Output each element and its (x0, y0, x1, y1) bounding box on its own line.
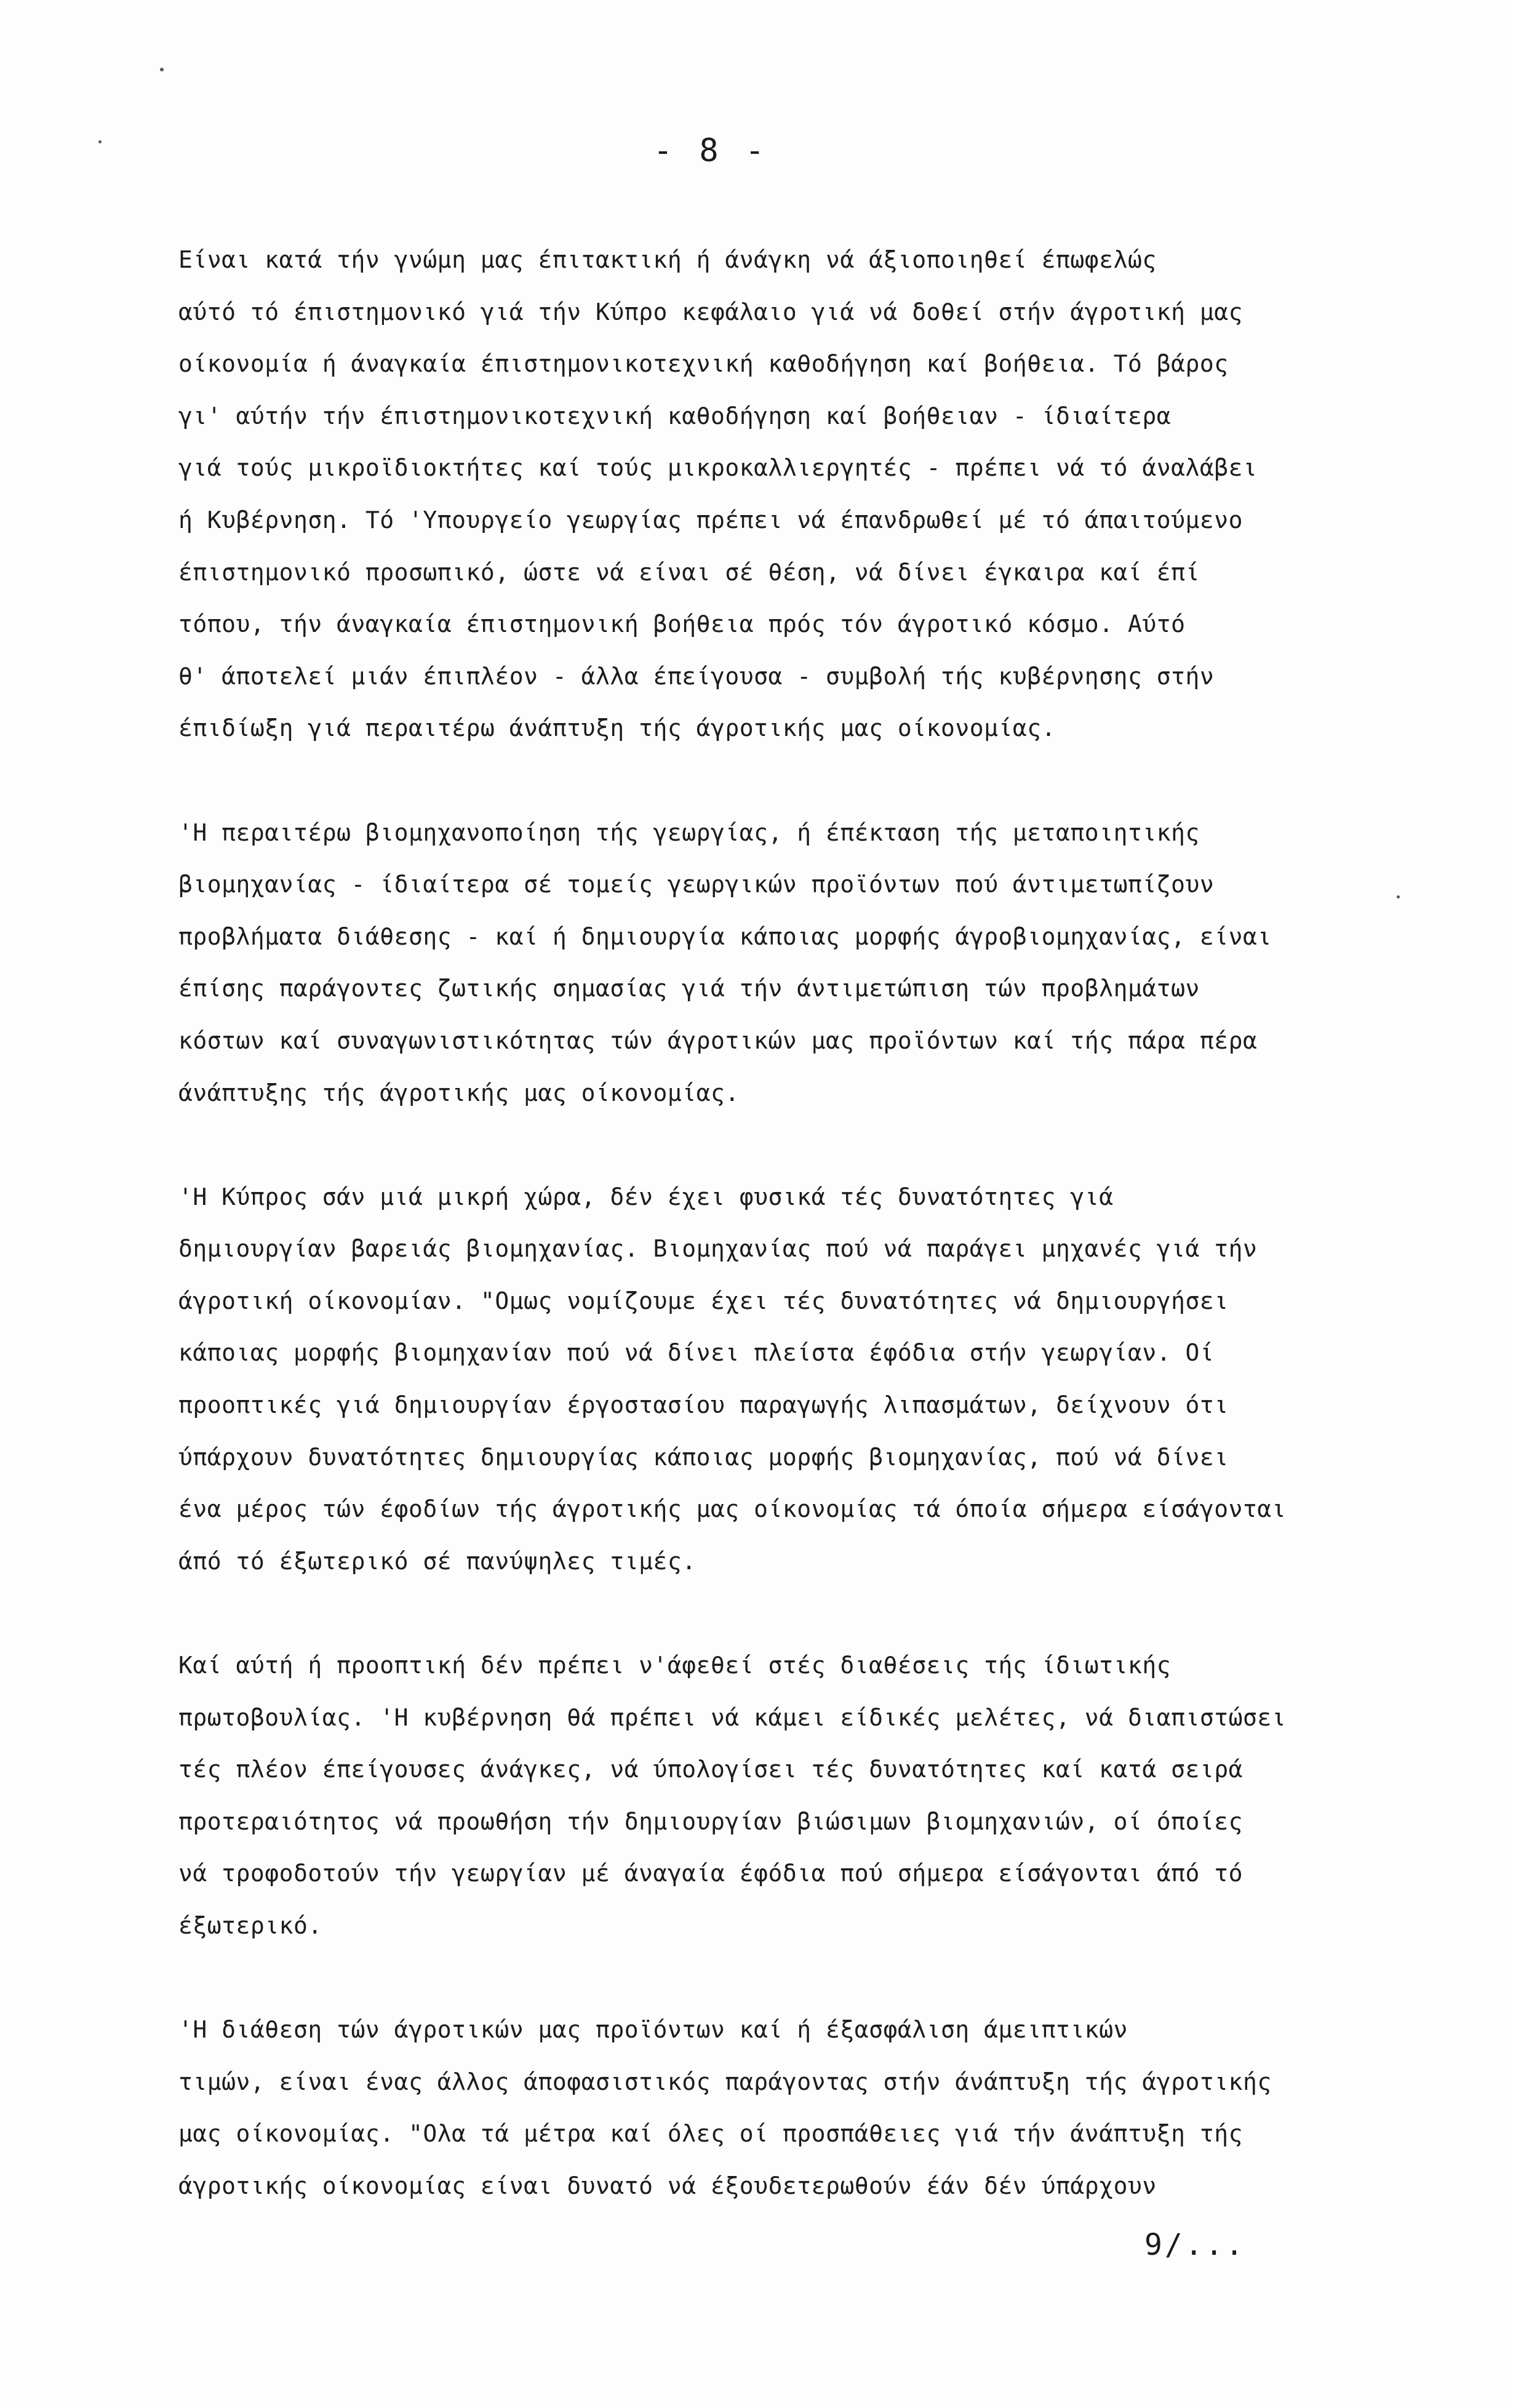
text-line: άπό τό έξωτερικό σέ πανύψηλες τιμές. (178, 1547, 697, 1575)
text-line: ύπάρχουν δυνατότητες δημιουργίας κάποιας μορφής βιομηχανίας, πού νά δίνει (178, 1443, 1229, 1471)
scan-speck (160, 68, 164, 71)
text-line: τιμών, είναι ένας άλλος άποφασιστικός παράγοντας στήν άνάπτυξη τής άγροτικής (178, 2068, 1272, 2095)
text-line: άνάπτυξης τής άγροτικής μας οίκονομίας. (178, 1079, 740, 1106)
document-body (178, 234, 1360, 2264)
paragraph (178, 807, 1360, 1119)
text-line: γιά τούς μικροϊδιοκτήτες καί τούς μικροκαλλιεργητές - πρέπει νά τό άναλάβει (178, 454, 1258, 482)
text-line: οίκονομία ή άναγκαία έπιστημονικοτεχνική καθοδήγηση καί βοήθεια. Τό βάρος (178, 350, 1229, 378)
text-line: τές πλέον έπείγουσες άνάγκες, νά ύπολογίσει τές δυνατότητες καί κατά σειρά (178, 1756, 1243, 1783)
page-number: - 8 - (653, 132, 768, 169)
text-line: δημιουργίαν βαρειάς βιομηχανίας. Βιομηχανίας πού νά παράγει μηχανές γιά τήν (178, 1235, 1258, 1263)
text-line: Καί αύτή ή προοπτική δέν πρέπει ν'άφεθεί στές διαθέσεις τής ίδιωτικής (178, 1652, 1172, 1679)
text-line: άγροτικής οίκονομίας είναι δυνατό νά έξουδετερωθούν έάν δέν ύπάρχουν (178, 2172, 1157, 2199)
text-line: πρωτοβουλίας. 'Η κυβέρνηση θά πρέπει νά κάμει είδικές μελέτες, νά διαπιστώσει (178, 1703, 1287, 1731)
text-line: βιομηχανίας - ίδιαίτερα σέ τομείς γεωργικών προϊόντων πού άντιμετωπίζουν (178, 871, 1215, 898)
text-line: ένα μέρος τών έφοδίων τής άγροτικής μας οίκονομίας τά όποία σήμερα είσάγονται (178, 1495, 1287, 1523)
paragraph (178, 1171, 1360, 1588)
text-line: αύτό τό έπιστημονικό γιά τήν Κύπρο κεφάλαιο γιά νά δοθεί στήν άγροτική μας (178, 298, 1243, 326)
text-line: έπιδίωξη γιά περαιτέρω άνάπτυξη τής άγροτικής μας οίκονομίας. (178, 714, 1056, 742)
text-line: θ' άποτελεί μιάν έπιπλέον - άλλα έπείγουσα - συμβολή τής κυβέρνησης στήν (178, 662, 1215, 690)
text-line: 'Η περαιτέρω βιομηχανοποίηση τής γεωργίας, ή έπέκταση τής μεταποιητικής (178, 818, 1200, 846)
text-line: έξωτερικό. (178, 1912, 322, 1939)
text-line: άγροτική οίκονομίαν. "Ομως νομίζουμε έχει τές δυνατότητες νά δημιουργήσει (178, 1287, 1229, 1314)
text-line: γι' αύτήν τήν έπιστημονικοτεχνική καθοδήγηση καί βοήθειαν - ίδιαίτερα (178, 402, 1172, 430)
text-line: τόπου, τήν άναγκαία έπιστημονική βοήθεια πρός τόν άγροτικό κόσμο. Αύτό (178, 610, 1186, 638)
text-line: νά τροφοδοτούν τήν γεωργίαν μέ άναγαία έφόδια πού σήμερα είσάγονται άπό τό (178, 1860, 1243, 1887)
text-line: κάποιας μορφής βιομηχανίαν πού νά δίνει πλείστα έφόδια στήν γεωργίαν. Οί (178, 1339, 1215, 1367)
text-line: 'Η διάθεση τών άγροτικών μας προϊόντων καί ή έξασφάλιση άμειπτικών (178, 2016, 1128, 2044)
continuation-marker: 9/... (1144, 2228, 1246, 2262)
text-line: ή Κυβέρνηση. Τό 'Υπουργείο γεωργίας πρέπει νά έπανδρωθεί μέ τό άπαιτούμενο (178, 506, 1243, 534)
text-line: Είναι κατά τήν γνώμη μας έπιτακτική ή άνάγκη νά άξιοποιηθεί έπωφελώς (178, 246, 1157, 273)
scan-speck (1397, 895, 1400, 898)
text-line: κόστων καί συναγωνιστικότητας τών άγροτικών μας προϊόντων καί τής πάρα πέρα (178, 1026, 1258, 1054)
text-line: προβλήματα διάθεσης - καί ή δημιουργία κάποιας μορφής άγροβιομηχανίας, είναι (178, 922, 1272, 950)
paragraph (178, 2004, 1360, 2212)
paragraph (178, 1639, 1360, 1952)
text-line: προοπτικές γιά δημιουργίαν έργοστασίου παραγωγής λιπασμάτων, δείχνουν ότι (178, 1391, 1229, 1419)
paragraph (178, 234, 1360, 754)
text-line: προτεραιότητος νά προωθήση τήν δημιουργίαν βιώσιμων βιομηχανιών, οί όποίες (178, 1807, 1243, 1835)
text-line: έπίσης παράγοντες ζωτικής σημασίας γιά τήν άντιμετώπιση τών προβλημάτων (178, 975, 1200, 1002)
text-line: έπιστημονικό προσωπικό, ώστε νά είναι σέ θέση, νά δίνει έγκαιρα καί έπί (178, 558, 1200, 586)
text-line: μας οίκονομίας. "Ολα τά μέτρα καί όλες οί προσπάθειες γιά τήν άνάπτυξη τής (178, 2120, 1243, 2148)
text-line: 'Η Κύπρος σάν μιά μικρή χώρα, δέν έχει φυσικά τές δυνατότητες γιά (178, 1183, 1114, 1210)
